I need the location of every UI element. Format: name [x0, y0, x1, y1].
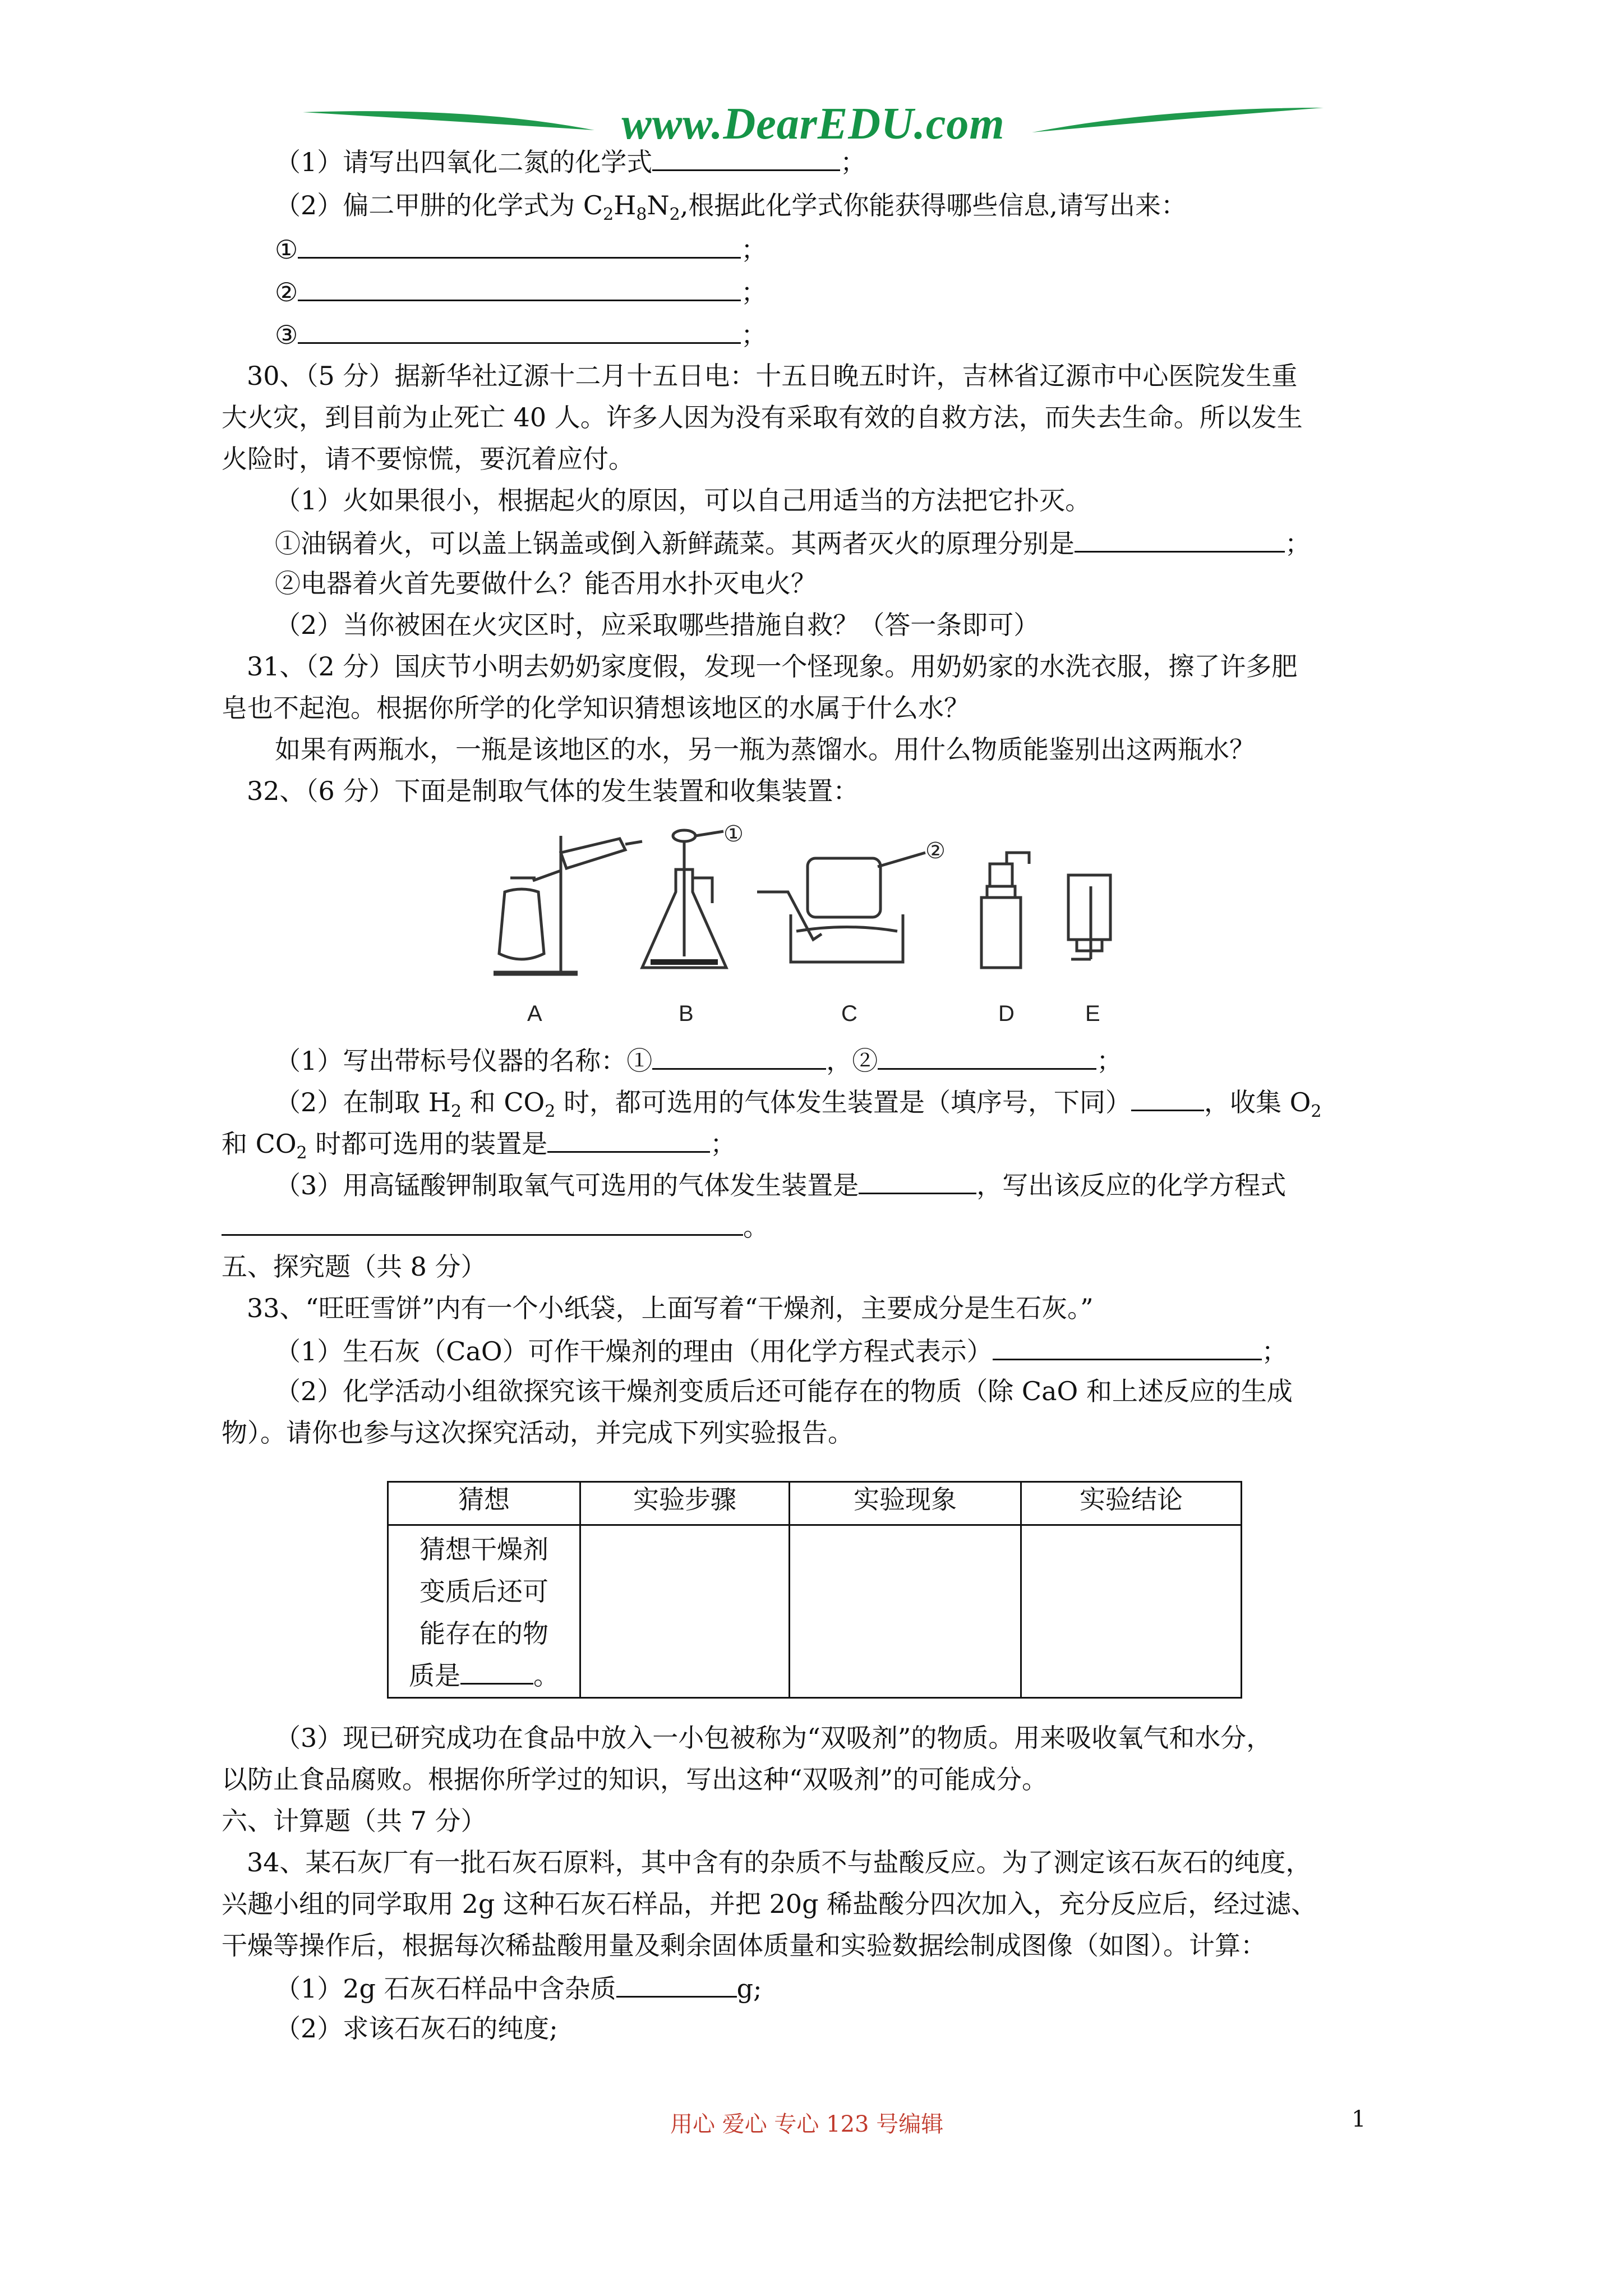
punct: ；	[1096, 1046, 1123, 1076]
answer-blank[interactable]	[1131, 1084, 1204, 1111]
q32-part3-text: ，写出该反应的化学方程式	[976, 1170, 1287, 1200]
q34-line2: 兴趣小组的同学取用 2g 这种石灰石样品，并把 20g 稀盐酸分四次加入，充分反应后，经过滤、	[222, 1889, 1317, 1919]
punct: ；	[741, 234, 767, 265]
q30-line4: （1）火如果很小，根据起火的原因，可以自己用适当的方法把它扑灭。	[275, 485, 1091, 516]
cell-line: 能存在的物	[419, 1618, 548, 1649]
q30-line6: ②电器着火首先要做什么？能否用水扑灭电火？	[275, 568, 817, 599]
subscript: 2	[669, 205, 680, 225]
apparatus-a	[494, 836, 642, 973]
apparatus-c	[757, 853, 925, 962]
apparatus-label-c: C	[841, 1001, 857, 1026]
q29-part2-text: H	[614, 190, 637, 220]
punct: ；	[741, 277, 767, 307]
q29-part2	[275, 188, 1187, 225]
subscript: 8	[636, 205, 647, 225]
q32-part2-text: 时，都可选用的气体发生装置是（填序号，下同）	[555, 1087, 1131, 1117]
site-header-text: www.DearEDU.com	[621, 99, 1005, 149]
answer-blank[interactable]	[298, 316, 741, 344]
q33-line1: 33、“旺旺雪饼”内有一个小纸袋，上面写着“干燥剂，主要成分是生石灰。”	[247, 1293, 1094, 1323]
table-header-row	[388, 1482, 1242, 1525]
unit-text: g;	[736, 1973, 762, 2004]
q29-part2-text: N	[647, 190, 670, 220]
q32-part2-text: 和 CO	[462, 1087, 545, 1117]
q33-line5: （3）现已研究成功在食品中放入一小包被称为“双吸剂”的物质。用来吸收氧气和水分，	[275, 1723, 1272, 1753]
q32-part3-line2	[222, 1208, 769, 1244]
q32-part1-text: （1）写出带标号仪器的名称：①	[275, 1046, 653, 1076]
steps-cell[interactable]	[580, 1525, 790, 1698]
conclusion-cell[interactable]	[1021, 1525, 1242, 1698]
q32-part1	[275, 1042, 1122, 1078]
apparatus-label-e: E	[1085, 1001, 1100, 1026]
q29-part1-text: （1）请写出四氧化二氮的化学式	[275, 147, 653, 177]
answer-blank[interactable]	[547, 1125, 710, 1153]
answer-blank[interactable]	[652, 144, 840, 171]
q32-part2-line1	[275, 1084, 1322, 1122]
circled-1: ①	[275, 234, 298, 265]
answer-blank[interactable]	[1075, 525, 1285, 553]
q32-line1: 32、（6 分）下面是制取气体的发生装置和收集装置：	[247, 776, 859, 806]
q33-line2-text: （1）生石灰（CaO）可作干燥剂的理由（用化学方程式表示）	[275, 1336, 993, 1366]
q32-part2-text: （2）在制取 H	[275, 1087, 451, 1117]
table-header-cell: 猜想	[388, 1482, 580, 1525]
page-number: 1	[1352, 2106, 1366, 2132]
section5-title: 五、探究题（共 8 分）	[222, 1251, 487, 1282]
punct: 。	[533, 1660, 559, 1691]
apparatus-b	[642, 830, 726, 968]
q32-part3-line1	[275, 1167, 1286, 1202]
q32-part2-line2	[222, 1125, 736, 1161]
q29-part2-text: ,根据此化学式你能获得哪些信息,请写出来：	[680, 190, 1187, 220]
circled-3: ③	[275, 320, 298, 350]
apparatus-label-b: B	[679, 1001, 694, 1026]
answer-blank[interactable]	[298, 274, 741, 301]
cell-line: 猜想干燥剂	[419, 1534, 548, 1565]
punct: ；	[840, 147, 866, 177]
q29-blank-2	[275, 274, 767, 309]
q30-line3: 火险时，请不要惊慌，要沉着应付。	[222, 444, 634, 474]
answer-blank[interactable]	[616, 1970, 737, 1998]
table-header-cell: 实验现象	[790, 1482, 1021, 1525]
q30-line5	[275, 525, 1311, 560]
subscript: 2	[545, 1102, 556, 1122]
apparatus-mark-1: ①	[723, 825, 744, 846]
punct: ；	[710, 1129, 736, 1159]
answer-blank[interactable]	[298, 231, 741, 259]
q32-part2-text: 和 CO	[222, 1129, 297, 1159]
apparatus-mark-2: ②	[925, 839, 946, 863]
q30-line1: 30、（5 分）据新华社辽源十二月十五日电：十五日晚五时许，吉林省辽源市中心医院发生重	[247, 361, 1298, 391]
q32-part1-text: ，②	[826, 1046, 878, 1076]
cell-line: 变质后还可	[419, 1576, 548, 1607]
answer-blank[interactable]	[993, 1333, 1262, 1360]
q32-part2-text: 时都可选用的装置是	[307, 1129, 548, 1159]
experiment-report-table	[387, 1481, 1242, 1699]
gas-apparatus-figure	[482, 825, 1155, 1032]
table-row	[388, 1525, 1242, 1698]
subscript: 2	[603, 205, 614, 225]
q31-line2: 皂也不起泡。根据你所学的化学知识猜想该地区的水属于什么水？	[222, 693, 970, 723]
answer-blank[interactable]	[859, 1167, 976, 1194]
q29-blank-3	[275, 316, 767, 352]
q33-line2	[275, 1333, 1288, 1368]
hypothesis-cell	[388, 1525, 580, 1698]
answer-blank[interactable]	[652, 1042, 826, 1070]
punct: ；	[741, 320, 767, 350]
phenomena-cell[interactable]	[790, 1525, 1021, 1698]
cell-text: 质是	[409, 1660, 460, 1691]
circled-2: ②	[275, 277, 298, 307]
q34-line4-text: （1）2g 石灰石样品中含杂质	[275, 1973, 616, 2004]
page-footer: 用心 爱心 专心 123 号编辑	[670, 2111, 944, 2137]
table-header-cell: 实验步骤	[580, 1482, 790, 1525]
q34-line5: （2）求该石灰石的纯度;	[275, 2013, 558, 2044]
section6-title: 六、计算题（共 7 分）	[222, 1806, 487, 1836]
q29-part2-text: （2）偏二甲肼的化学式为 C	[275, 190, 603, 220]
apparatus-d	[981, 853, 1029, 968]
q33-line3: （2）化学活动小组欲探究该干燥剂变质后还可能存在的物质（除 CaO 和上述反应的生成	[275, 1376, 1293, 1406]
punct: 。	[743, 1212, 769, 1242]
q29-part1	[275, 144, 866, 179]
q31-line3: 如果有两瓶水，一瓶是该地区的水，另一瓶为蒸馏水。用什么物质能鉴别出这两瓶水？	[275, 734, 1255, 765]
q30-line7: （2）当你被困在火灾区时，应采取哪些措施自救？（答一条即可）	[275, 610, 1040, 640]
table-header-cell: 实验结论	[1021, 1482, 1242, 1525]
q30-line2: 大火灾，到目前为止死亡 40 人。许多人因为没有采取有效的自救方法，而失去生命。所以发生	[222, 402, 1303, 432]
answer-blank[interactable]	[460, 1657, 533, 1685]
cell-line	[389, 1655, 579, 1697]
apparatus-label-a: A	[527, 1001, 542, 1026]
q34-line4	[275, 1970, 762, 2005]
q33-line6: 以防止食品腐败。根据你所学过的知识，写出这种“双吸剂”的可能成分。	[222, 1764, 1048, 1795]
apparatus-label-d: D	[998, 1001, 1015, 1026]
q30-line5-text: ①油锅着火，可以盖上锅盖或倒入新鲜蔬菜。其两者灭火的原理分别是	[275, 528, 1075, 559]
q32-part2-text: ，收集 O	[1204, 1087, 1311, 1117]
q29-blank-1	[275, 231, 767, 266]
subscript: 2	[1311, 1102, 1322, 1122]
subscript: 2	[296, 1143, 307, 1163]
answer-blank[interactable]	[878, 1042, 1096, 1070]
q34-line1: 34、某石灰厂有一批石灰石原料，其中含有的杂质不与盐酸反应。为了测定该石灰石的纯度，	[247, 1847, 1312, 1878]
q34-line3: 干燥等操作后，根据每次稀盐酸用量及剩余固体质量和实验数据绘制成图像（如图）。计算：	[222, 1930, 1266, 1961]
punct: ；	[1285, 528, 1311, 559]
q31-line1: 31、（2 分）国庆节小明去奶奶家度假，发现一个怪现象。用奶奶家的水洗衣服，擦了许多肥	[247, 651, 1298, 682]
answer-blank[interactable]	[222, 1208, 743, 1236]
apparatus-e	[1068, 875, 1110, 959]
punct: ；	[1261, 1336, 1288, 1366]
subscript: 2	[451, 1102, 462, 1122]
q33-line4: 物）。请你也参与这次探究活动，并完成下列实验报告。	[222, 1418, 854, 1448]
q32-part3-text: （3）用高锰酸钾制取氧气可选用的气体发生装置是	[275, 1170, 859, 1200]
